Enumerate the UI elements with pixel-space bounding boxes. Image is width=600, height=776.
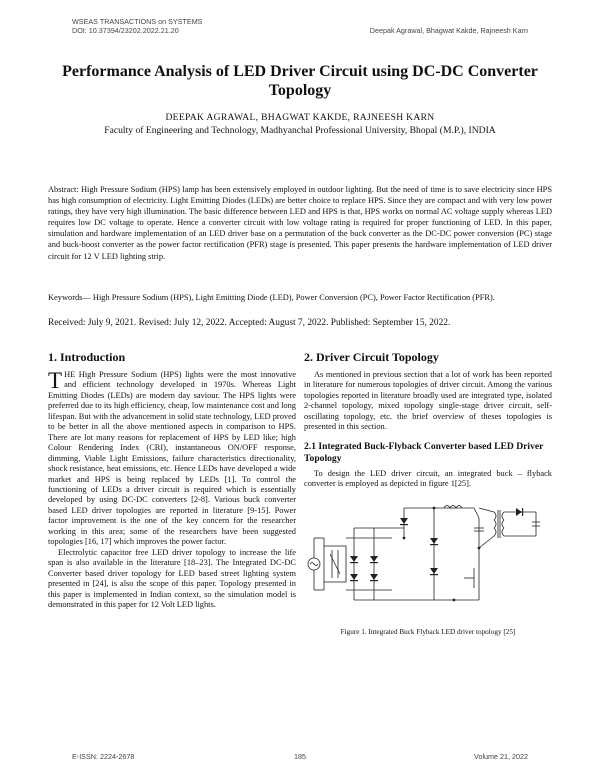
circuit-diagram <box>304 498 552 624</box>
diode-5 <box>400 518 408 524</box>
figure-1-caption: Figure 1. Integrated Buck Flyback LED driver topology [25] <box>340 627 516 636</box>
diode-2 <box>350 574 358 580</box>
intro-heading: 1. Introduction <box>48 350 126 364</box>
footer-volume: Volume 21, 2022 <box>474 752 528 761</box>
dates-line: Received: July 9, 2021. Revised: July 12, 2022. Accepted: August 7, 2022. Published: September 15, 2022. <box>48 318 451 328</box>
footer-page-number: 185 <box>294 752 306 761</box>
diode-1 <box>350 556 358 562</box>
subsection-heading: 2.1 Integrated Buck-Flyback Converter based LED Driver Topology <box>304 440 544 464</box>
keywords: Keywords— High Pressure Sodium (HPS), Light Emitting Diode (LED), Power Conversion (PC), Power Factor Rectification (PFR). <box>48 293 495 302</box>
diode-4 <box>370 574 378 580</box>
driver-paragraph-1: As mentioned in previous section that a lot of work has been reported in literature for numerous topologies of driver circuit. Among the various topologies reported in literature broadly used are integrated type, isolated 2-channel topology, mixed topology single-stage driver circuit, self-oscillating topology, etc. the brief overview of theses topologies is presented in this section. <box>304 370 552 432</box>
driver-heading: 2. Driver Circuit Topology <box>304 350 439 364</box>
paper-title: Performance Analysis of LED Driver Circuit using DC-DC Converter Topology <box>62 63 538 99</box>
paper-affiliation: Faculty of Engineering and Technology, Madhyanchal Professional University, Bhopal (M.P.), INDIA <box>104 125 496 136</box>
intro-paragraph-1-text: HE High Pressure Sodium (HPS) lights were the most innovative and efficient technology developed in 1970s. Whereas Light Emitting Diodes (LEDs) are modern day saviour. The HPS lights were preferred due to its high efficiency, cheap, low maintenance cost and long lifespan. But with the advancement in solid state technology, LED proved to be better in all the above mentioned aspects in comparison to HPS. There are lot many reasons for replacement of HPS by LED like; high Colour Rendering Index (CRI), instantaneous ON/OFF response, dimming, Viable Light Emissions, failure characteristics directionality, shock resistance, heat emissions, etc. Hence LEDs have developed a wide market and HPS is being replaced by LEDs [1]. To control the functioning of LEDs a driver circuit is required which is essentially developed by using DC-DC converters [2-8]. Various buck converter based LED driver topologies are reported in literature [9-15]. Power factor improvement is the one of the key concern for the researcher working in this area; some of the researchers have been suggested topologies [16, 17] which improves the power factor. <box>48 370 296 547</box>
dropcap: T <box>48 368 63 393</box>
footer-eissn: E-ISSN: 2224-2678 <box>72 752 135 761</box>
running-header-authors: Deepak Agrawal, Bhagwat Kakde, Rajneesh Karn <box>369 26 528 35</box>
intro-paragraph-2: Electrolytic capacitor free LED driver topology to increase the life span is also available in the literature [18–23]. The Integrated DC-DC Converter based driver topology for LED based street lighting system presented in [24], is also the scope of this paper. Topology presented in this paper is implemented in Indian context, so the simulation model is demonstrated in this paper for 12 Volt LED lights. <box>48 547 296 609</box>
abstract: Abstract: High Pressure Sodium (HPS) lamp has been extensively employed in outdoor lighting. But the need of time is to save electricity since HPS has high consumption of electricity. Light Emitting Diodes (LEDs) are better choice to replace HPS. Since they are compact and with very low power ratings, they have very high illumination. The basic difference between LED and HPS is that, HPS works on normal AC voltage supply whereas LED requires low DC voltage to operate. Hence a converter circuit with low voltage rating is required for proper functioning of LED. In this paper, simulation and hardware implementation of an LED driver base on a permutation of the buck converter as the DC-DC power conversion (PC) stage and buck-boost converter as the power factor rectification (PFR) stage is presented. This paper presents the hardware implementation of LED driver circuit for 12 V LED lighting strip. <box>48 185 552 261</box>
diode-8 <box>516 508 522 516</box>
intro-paragraph-1 <box>48 370 296 548</box>
diode-3 <box>370 556 378 562</box>
right-column <box>304 350 552 637</box>
subsection-paragraph-1: To design the LED driver circuit, an integrated buck – flyback converter is employed as depicted in figure 1[25]. <box>304 468 552 489</box>
figure-1-circuit <box>304 498 552 624</box>
journal-name: WSEAS TRANSACTIONS on SYSTEMS <box>72 17 203 26</box>
running-header-left <box>72 17 202 35</box>
left-column <box>48 350 296 610</box>
diode-6 <box>430 538 438 544</box>
doi: DOI: 10.37394/23202.2022.21.20 <box>72 26 179 35</box>
diode-7 <box>430 568 438 574</box>
paper-authors: DEEPAK AGRAWAL, BHAGWAT KAKDE, RAJNEESH KARN <box>165 112 435 123</box>
